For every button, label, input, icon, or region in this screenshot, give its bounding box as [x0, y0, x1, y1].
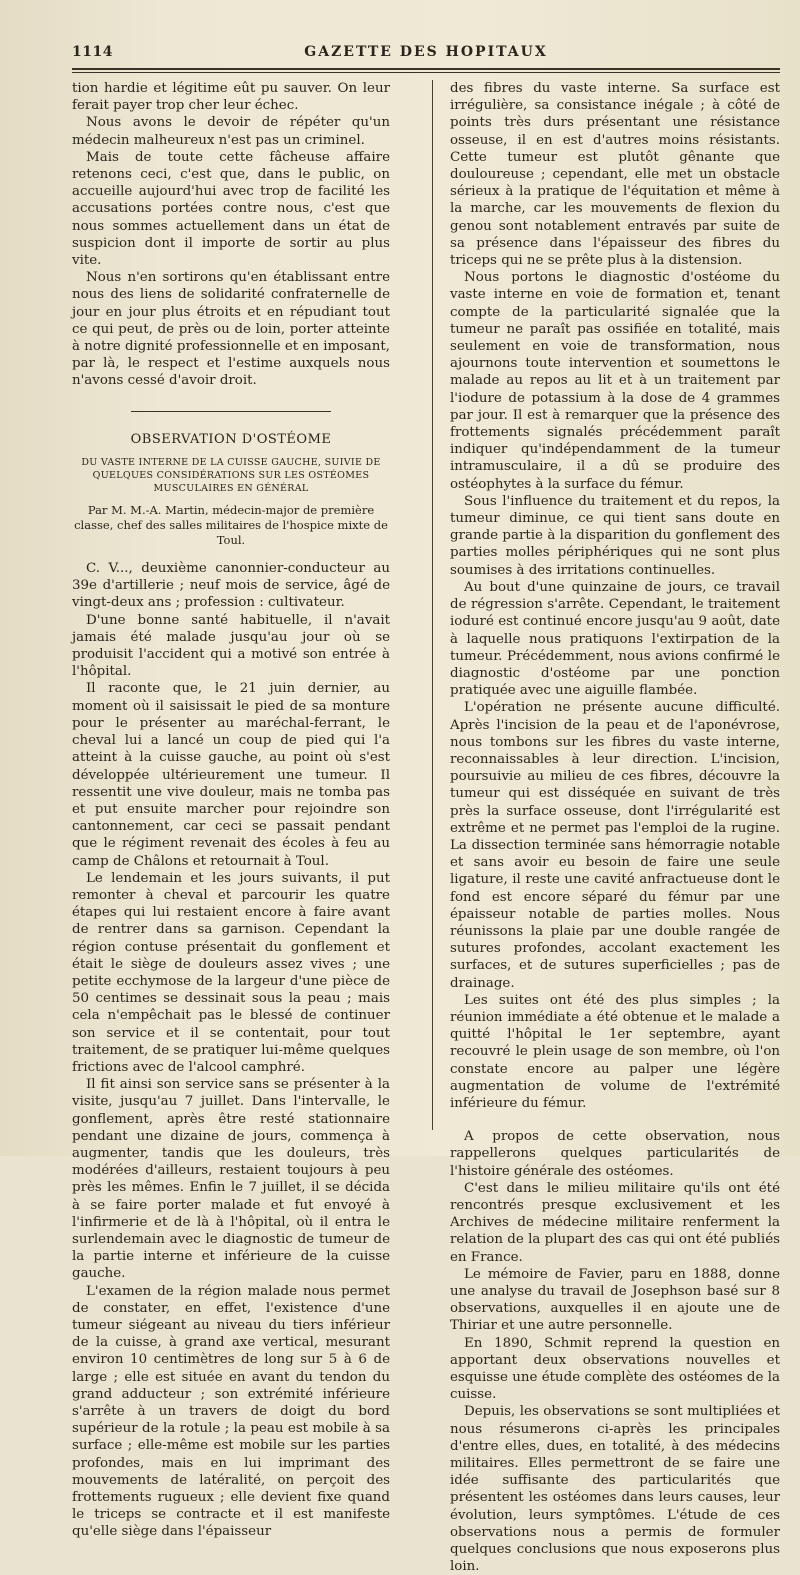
paragraph: C'est dans le milieu militaire qu'ils ont été rencontrés presque exclusivement et les Archives de médecine militaire renferment la relation de la plupart des cas qui ont été publiés en France. — [450, 1180, 780, 1265]
section-separator — [72, 400, 390, 417]
paragraph: Le lendemain et les jours suivants, il put remonter à cheval et parcourir les quatre étapes qui lui restaient encore à faire avant de rentrer dans sa garnison. Cependant la région contuse présentait du gonflement et était le siège de douleurs assez vives ; une petite ecchymose de la largeur d'une pièce de 50 centimes se dessinait sous la peau ; mais cela n'empêchait pas le blessé de continuer son service et il se contentait, pour tout traitement, de se pratiquer lui-même quelques frictions avec de l'alcool camphré. — [72, 870, 390, 1075]
page-number: 1114 — [72, 44, 113, 60]
paragraph: Nous n'en sortirons qu'en établissant entre nous des liens de solidarité confraternelle de jour en jour plus étroits et en répudiant tout ce qui peut, de près ou de loin, porter atteinte à notre dignité professionnelle et en imposant, par là, le respect et l'estime auxquels nous n'avons cessé d'avoir droit. — [72, 270, 390, 389]
paragraph: L'examen de la région malade nous permet de constater, en effet, l'existence d'une tumeur siégeant au niveau du tiers inférieur de la cuisse, à grand axe vertical, mesurant environ 10 centimètres de long sur 5 à 6 de large ; elle est située en avant du tendon du grand adducteur ; son extrémité inférieure s'arrête à un travers de doigt du bord supérieur de la rotule ; la peau est mobile à sa surface ; elle-même est mobile sur les parties profondes, mais en lui imprimant des mouvements de latéralité, on perçoit des frottements rugueux ; elle devient fixe quand le triceps se contracte et il est manifeste qu'elle siège dans l'épaisseur — [72, 1283, 390, 1540]
right-column — [450, 80, 780, 1575]
paragraph: Nous portons le diagnostic d'ostéome du vaste interne en voie de formation et, tenant compte de la particularité signalée que la tumeur ne paraît pas ossifiée en totalité, mais seulement en voie de transformation, nous ajournons toute intervention et soumettons le malade au repos au lit et à un traitement par l'iodure de potassium à la dose de 4 grammes par jour. Il est à remarquer que la présence des frottements signalés précédemment paraît indiquer qu'indépendamment de la tumeur intramusculaire, il a dû se produire des ostéophytes à la surface du fémur. — [450, 270, 780, 492]
paragraph: tion hardie et légitime eût pu sauver. On leur ferait payer trop cher leur échec. — [72, 81, 390, 114]
article-subtitle: DU VASTE INTERNE DE LA CUISSE GAUCHE, SUIVIE DE QUELQUES CONSIDÉRATIONS SUR LES OSTÉOMES MUSCULAIRES EN GÉNÉRAL — [81, 457, 381, 495]
paragraph: A propos de cette observation, nous rappellerons quelques particularités de l'histoire générale des ostéomes. — [450, 1129, 780, 1179]
paragraph: Il raconte que, le 21 juin dernier, au moment où il saisissait le pied de sa monture pour le présenter au maréchal-ferrant, le cheval lui a lancé un coup de pied qui l'a atteint à la cuisse gauche, au point où s'est développée ultérieurement une tumeur. Il ressentit une vive douleur, mais ne tomba pas et put ensuite marcher pour rejoindre son cantonnement, car ceci se passait pendant que le régiment revenait des écoles à feu au camp de Châlons et retournait à Toul. — [72, 681, 390, 869]
paragraph: Les suites ont été des plus simples ; la réunion immédiate a été obtenue et le malade a quitté l'hôpital le 1er septembre, ayant recouvré le plein usage de son membre, où l'on constate encore au palper une légère augmentation de volume de l'extrémité inférieure du fémur. — [450, 992, 780, 1111]
paragraph: Depuis, les observations se sont multipliées et nous résumerons ci-après les principales d'entre elles, dues, en totalité, à des médecins militaires. Elles permettront de se faire une idée suffisante des particularités que présentent les ostéomes dans leurs causes, leur évolution, leurs symptômes. L'étude de ces observations nous a permis de formuler quelques conclusions que nous exposerons plus loin. — [450, 1404, 780, 1575]
paragraph: D'une bonne santé habituelle, il n'avait jamais été malade jusqu'au jour où se produisit l'accident qui a motivé son entrée à l'hôpital. — [72, 612, 390, 680]
page-header — [72, 40, 780, 64]
journal-title: GAZETTE DES HOPITAUX — [304, 44, 548, 60]
paragraph: des fibres du vaste interne. Sa surface est irrégulière, sa consistance inégale ; à côté de points très durs présentant une résistance osseuse, il en est d'autres moins résistants. Cette tumeur est plutôt gênante que douloureuse ; cependant, elle met un obstacle sérieux à la pratique de l'équitation et même à la marche, car les mouvements de flexion du genou sont notablement entravés par suite de sa présence dans l'épaisseur des fibres du triceps qui ne se prête plus à la distension. — [450, 81, 780, 269]
paragraph: Sous l'influence du traitement et du repos, la tumeur diminue, ce qui tient sans doute en grande partie à la disparition du gonflement des parties molles périphériques qui ne sont plus soumises à des irritations continuelles. — [450, 493, 780, 578]
header-rule — [72, 68, 780, 70]
header-rule-thin — [72, 72, 780, 73]
paragraph: Il fit ainsi son service sans se présenter à la visite, jusqu'au 7 juillet. Dans l'intervalle, le gonflement, après être resté stationnaire pendant une dizaine de jours, commença à augmenter, tandis que les douleurs, très modérées d'ailleurs, restaient toujours à peu près les mêmes. Enfin le 7 juillet, il se décida à se faire porter malade et fut envoyé à l'infirmerie et de là à l'hôpital, où il entra le surlendemain avec le diagnostic de tumeur de la partie interne et inférieure de la cuisse gauche. — [72, 1077, 390, 1282]
article-title: OBSERVATION D'OSTÉOME — [130, 431, 332, 447]
left-column — [72, 80, 390, 1541]
section-gap — [450, 1112, 780, 1128]
paragraph: Nous avons le devoir de répéter qu'un médecin malheureux n'est pas un criminel. — [72, 115, 390, 148]
paragraph: Le mémoire de Favier, paru en 1888, donne une analyse du travail de Josephson basé sur 8 observations, auxquelles il en ajoute une de Thiriar et une autre personnelle. — [450, 1266, 780, 1334]
paragraph: En 1890, Schmit reprend la question en apportant deux observations nouvelles et esquisse une étude complète des ostéomes de la cuisse. — [450, 1335, 780, 1403]
paragraph: L'opération ne présente aucune difficulté. Après l'incision de la peau et de l'aponévrose, nous tombons sur les fibres du vaste interne, reconnaissables à leur direction. L'incision, poursuivie au milieu de ces fibres, découvre la tumeur qui est disséquée en suivant de très près la surface osseuse, dont l'irrégularité est extrême et ne permet pas l'emploi de la rugine. La dissection terminée sans hémorragie notable et sans avoir eu besoin de faire une seule ligature, il reste une cavité anfractueuse dont le fond est encore séparé du fémur par une épaisseur notable de parties molles. Nous réunissons la plaie par une double rangée de sutures profondes, accolant exactement les surfaces, et de sutures superficielles ; pas de drainage. — [450, 700, 780, 991]
paragraph: Au bout d'une quinzaine de jours, ce travail de régression s'arrête. Cependant, le traitement ioduré est continué encore jusqu'au 9 août, date à laquelle nous pratiquons l'extirpation de la tumeur. Précédemment, nous avions confirmé le diagnostic d'ostéome par une ponction pratiquée avec une aiguille flambée. — [450, 579, 780, 699]
article-byline: Par M. M.-A. Martin, médecin-major de première classe, chef des salles militaires de l'hospice mixte de Toul. — [74, 503, 388, 548]
column-divider — [432, 80, 433, 1130]
paragraph: C. V..., deuxième canonnier-conducteur au 39e d'artillerie ; neuf mois de service, âgé de vingt-deux ans ; profession : cultivateur. — [72, 561, 390, 611]
paragraph: Mais de toute cette fâcheuse affaire retenons ceci, c'est que, dans le public, on accueille aujourd'hui avec trop de facilité les accusations portées contre nous, c'est que nous sommes actuellement dans un état de suspicion dont il importe de sortir au plus vite. — [72, 149, 390, 269]
